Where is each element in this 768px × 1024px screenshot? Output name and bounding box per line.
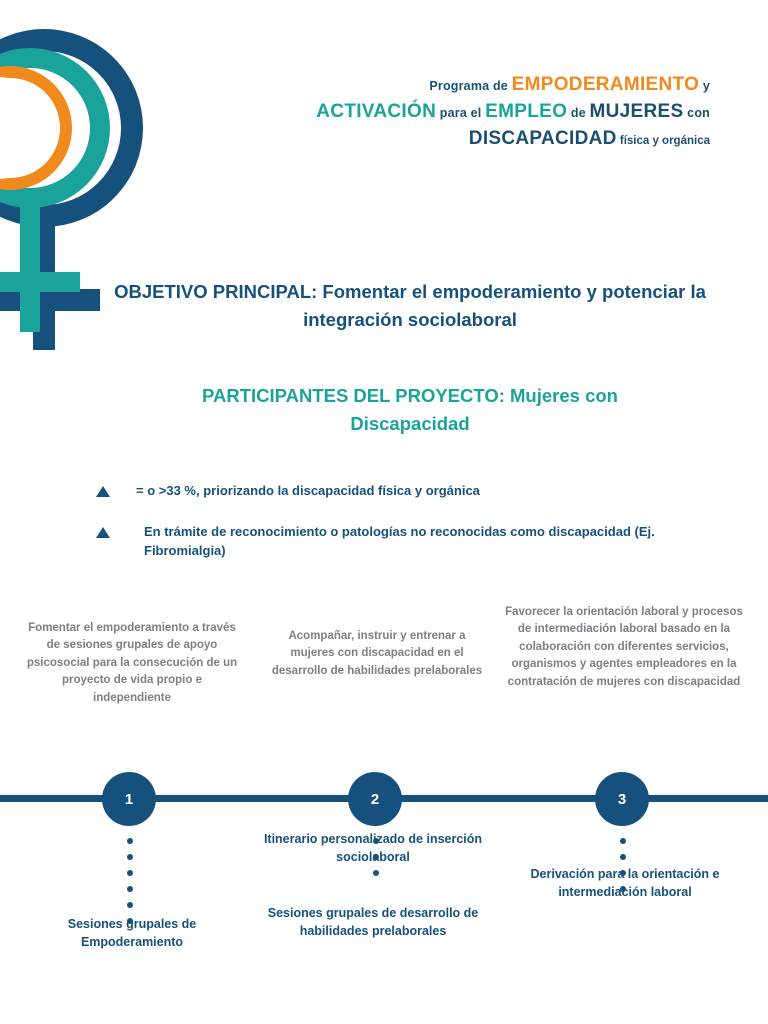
step-2-action-text [258,830,488,941]
timeline-node-3[interactable]: 3 [595,772,649,826]
timeline-node-1[interactable]: 1 [102,772,156,826]
criteria-list [96,482,696,583]
step-3-action-text: Derivación para la orientación e intermediación laboral [530,867,720,900]
step-2-action-line-2: Sesiones grupales de desarrollo de habilidades prelaborales [267,906,479,939]
title-part: Programa de [429,79,512,93]
step-2-action-line-1: Itinerario personalizado de inserción sociolaboral [263,832,483,865]
step-3-objective-text: Favorecer la orientación laboral y procesos de intermediación laboral basado en la colaboración con diferentes servicios, organismos y agentes empleadores en la contratación de mujeres con discapacidad [505,606,743,688]
title-part: de [567,105,590,120]
program-title-line-2 [230,99,710,126]
triangle-bullet-icon [96,486,110,497]
step-1-action-text: Sesiones grupales de Empoderamiento [67,917,197,950]
timeline-node-2[interactable]: 2 [348,772,402,826]
criteria-text: = o >33 %, priorizando la discapacidad física y orgánica [136,483,480,498]
program-title-line-1 [230,72,710,99]
title-part: EMPLEO [485,100,568,122]
triangle-bullet-icon [96,527,110,538]
title-part: física y orgánica [616,134,710,147]
title-part: DISCAPACIDAD [468,127,617,149]
title-part: con [683,105,710,120]
participants-text: PARTICIPANTES DEL PROYECTO: Mujeres con Discapacidad [202,385,618,434]
main-objective-text: OBJETIVO PRINCIPAL: Fomentar el empoderamiento y potenciar la integración sociolaboral [114,281,706,330]
title-part: y [699,79,710,93]
program-title [230,72,710,153]
list-item [96,523,696,561]
criteria-text: En trámite de reconocimiento o patologías no reconocidas como discapacidad (Ej. Fibromialgia) [144,523,655,558]
step-2-objective-text: Acompañar, instruir y entrenar a mujeres con discapacidad en el desarrollo de habilidades prelaborales [271,630,483,677]
title-part: EMPODERAMIENTO [511,74,700,95]
title-part: MUJERES [589,100,684,122]
title-part: para el [436,105,486,120]
step-1-objective-text: Fomentar el empoderamiento a través de sesiones grupales de apoyo psicosocial para la consecución de un proyecto de vida propio e independiente [26,622,238,704]
list-item [96,482,696,501]
program-title-line-3 [230,126,710,153]
title-part: ACTIVACIÓN [316,100,437,122]
